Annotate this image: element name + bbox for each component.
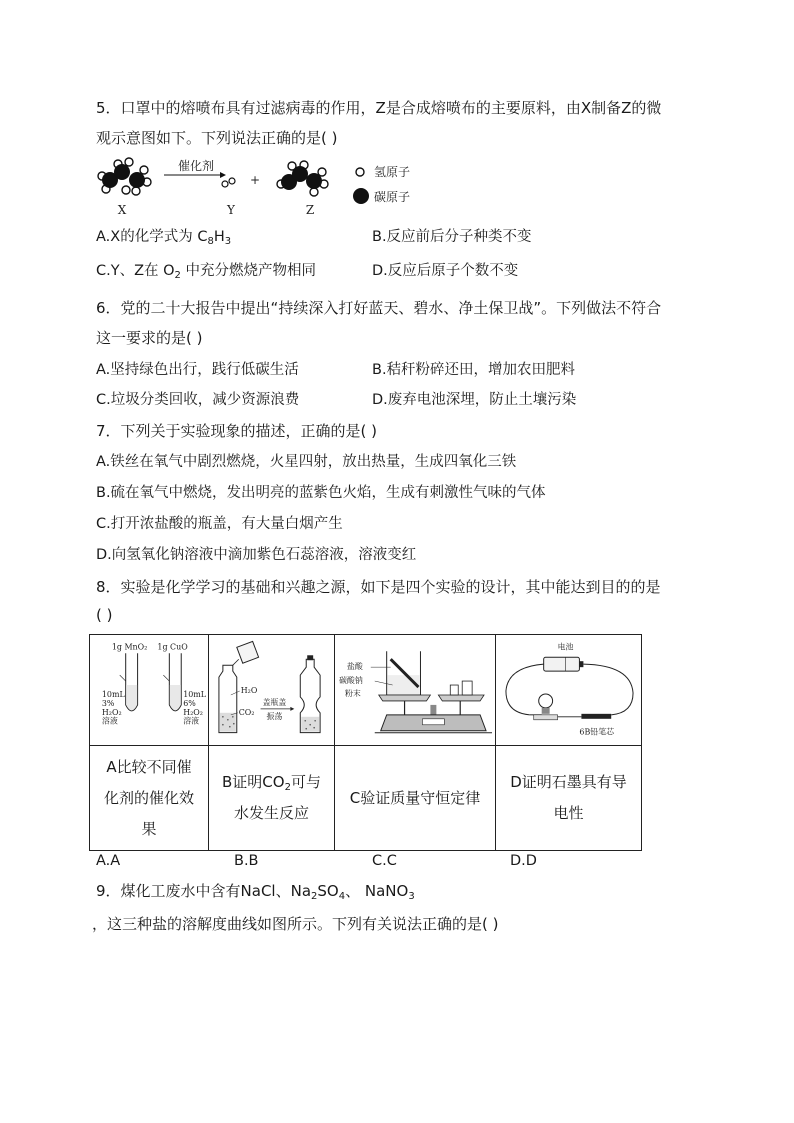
- battery-label: 电池: [557, 642, 574, 652]
- q5-option-a-sub2: 3: [224, 236, 232, 247]
- sodium-carbonate-label: 碳酸钠: [338, 676, 363, 686]
- q5-stem-line1: 5．口罩中的熔喷布具有过滤病毒的作用，Z是合成熔喷布的主要原料，由X制备Z的微: [96, 99, 662, 117]
- right-concentration-label: 6%: [183, 698, 196, 708]
- q9-stem-pre: 9．煤化工废水中含有NaCl、Na: [96, 882, 312, 900]
- molecule-y: [222, 178, 235, 187]
- right-solution-label: 溶液: [183, 716, 200, 726]
- q8-cell-b-line2: 水发生反应: [233, 804, 309, 822]
- q8-option-b[interactable]: B.B: [234, 853, 259, 869]
- right-volume-label: 10mL: [183, 689, 207, 699]
- q8-cell-a-line1: A比较不同催: [106, 757, 192, 776]
- left-concentration-label: 3%: [101, 698, 115, 708]
- q8-cell-c-image: [335, 635, 496, 746]
- circuit-illustration: [496, 635, 641, 745]
- mno2-label: 1g MnO₂: [111, 642, 148, 652]
- acid-label: 盐酸: [346, 662, 363, 672]
- q6-stem-line2: 这一要求的是( ): [96, 329, 203, 347]
- q5-molecule-diagram: [92, 154, 432, 220]
- q7-option-a[interactable]: A.铁丝在氧气中剧烈燃烧，火星四射，放出热量，生成四氧化三铁: [96, 454, 517, 470]
- q9-stem-mid: SO: [317, 882, 339, 900]
- q8-image-row: [90, 635, 642, 746]
- q5-option-b[interactable]: B.反应前后分子种类不变: [372, 229, 532, 245]
- q6-option-d[interactable]: D.废弃电池深埋，防止土壤污染: [372, 392, 577, 408]
- h2o-label: H₂O: [240, 685, 258, 695]
- molecule-z: [277, 161, 328, 196]
- q5-option-a-sub1: 8: [207, 236, 214, 247]
- label-z: Z: [305, 203, 315, 217]
- catalyst-label: 催化剂: [178, 159, 215, 173]
- q8-cell-a-line2: 化剂的催化效: [103, 788, 194, 807]
- powder-label: 粉末: [344, 688, 361, 698]
- q8-cell-d-text: [496, 746, 642, 851]
- q8-cell-a-text: [90, 746, 209, 851]
- pencil-lead-label: 6B铅笔芯: [579, 727, 615, 737]
- q8-cell-b-line1-post: 可与: [290, 773, 321, 791]
- left-solution-label: 溶液: [101, 716, 118, 726]
- legend-hydrogen-label: 氢原子: [374, 165, 411, 179]
- q9-stem-sub3: 3: [408, 891, 415, 902]
- q8-cell-d-image: [496, 635, 642, 746]
- q8-stem-line2: ( ): [96, 606, 113, 624]
- q7-stem: 7．下列关于实验现象的描述，正确的是( ): [96, 422, 378, 440]
- q8-cell-b-text: [209, 746, 335, 851]
- test-tubes-illustration: [90, 635, 208, 745]
- q8-experiment-table: [89, 634, 642, 851]
- q9-stem-sub2: 4: [338, 891, 346, 902]
- q5-stem-line2: 观示意图如下。下列说法正确的是( ): [96, 129, 338, 147]
- q7-option-d[interactable]: D.向氢氧化钠溶液中滴加紫色石蕊溶液，溶液变红: [96, 547, 417, 563]
- legend-hydrogen-icon: [356, 168, 364, 176]
- label-x: X: [117, 203, 127, 217]
- left-h2o2-label: H₂O₂: [101, 707, 122, 717]
- q8-option-d[interactable]: D.D: [510, 853, 537, 869]
- q5-option-a-text: A.X的化学式为 C: [96, 229, 208, 245]
- cap-bottle-label: 盖瓶盖: [262, 697, 287, 707]
- balance-illustration: [335, 635, 495, 745]
- q5-option-a[interactable]: [96, 227, 231, 247]
- q9-stem-line2: ，这三种盐的溶解度曲线如图所示。下列有关说法正确的是( ): [92, 915, 499, 933]
- q9-stem-line1: [96, 881, 415, 901]
- q8-cell-c-text: [335, 746, 496, 851]
- q8-cell-d-line2: 电性: [553, 804, 584, 822]
- legend-carbon-icon: [353, 188, 369, 204]
- q5-option-a-mid: H: [213, 229, 225, 245]
- q8-cell-b-line1: [209, 767, 334, 798]
- q9-stem-post: 、 NaNO: [345, 882, 409, 900]
- q5-option-c-post: 中充分燃烧产物相同: [180, 263, 317, 279]
- q5-option-c-sub: 2: [174, 270, 181, 281]
- q8-cell-a-line3: 果: [141, 819, 157, 838]
- co2-bottle-illustration: [209, 635, 334, 745]
- q8-cell-a-image: [90, 635, 209, 746]
- q8-option-c[interactable]: C.C: [372, 853, 397, 869]
- legend-carbon-label: 碳原子: [374, 190, 411, 204]
- q8-cell-b-line1-sub: 2: [284, 782, 291, 793]
- q5-option-d[interactable]: D.反应后原子个数不变: [372, 263, 519, 279]
- right-h2o2-label: H₂O₂: [183, 707, 203, 717]
- co2-label: CO₂: [238, 707, 255, 717]
- q6-stem-line1: 6．党的二十大报告中提出“持续深入打好蓝天、碧水、净土保卫战”。下列做法不符合: [96, 299, 662, 317]
- shake-label: 振荡: [266, 711, 283, 721]
- q6-option-c[interactable]: C.垃圾分类回收，减少资源浪费: [96, 392, 300, 408]
- q8-cell-c-line1: C验证质量守恒定律: [349, 788, 481, 807]
- label-y: Y: [227, 203, 235, 217]
- q8-cell-b-image: [209, 635, 335, 746]
- plus-sign: +: [250, 173, 261, 187]
- q7-option-c[interactable]: C.打开浓盐酸的瓶盖，有大量白烟产生: [96, 516, 343, 532]
- q5-option-c-text: C.Y、Z在 O: [96, 263, 175, 279]
- q7-option-b[interactable]: B.硫在氧气中燃烧，发出明亮的蓝紫色火焰，生成有刺激性气味的气体: [96, 485, 546, 501]
- reaction-arrow-head: [220, 172, 226, 178]
- q8-text-row: [90, 746, 642, 851]
- q8-cell-d-line1: D证明石墨具有导: [510, 773, 627, 791]
- q8-stem-line1: 8．实验是化学学习的基础和兴趣之源，如下是四个实验的设计，其中能达到目的的是: [96, 578, 661, 596]
- q8-option-a[interactable]: A.A: [96, 853, 121, 869]
- molecule-x: [98, 158, 151, 195]
- cuo-label: 1g CuO: [157, 642, 188, 652]
- q9-stem-sub1: 2: [311, 891, 318, 902]
- q8-cell-b-line1-pre: B证明CO: [222, 773, 285, 791]
- q5-option-c[interactable]: [96, 261, 316, 281]
- left-volume-label: 10mL: [101, 689, 125, 699]
- q6-option-a[interactable]: A.坚持绿色出行，践行低碳生活: [96, 362, 299, 378]
- q6-option-b[interactable]: B.秸秆粉碎还田，增加农田肥料: [372, 362, 576, 378]
